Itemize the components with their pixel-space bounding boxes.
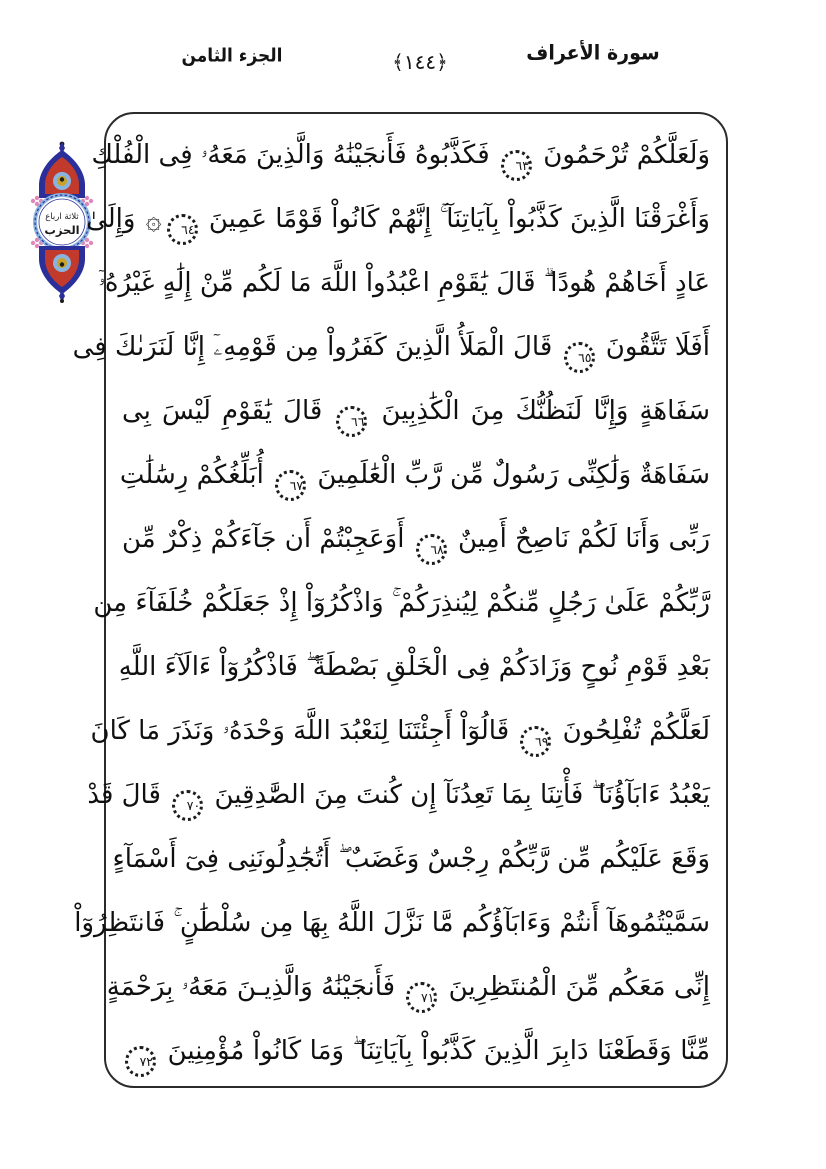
quran-text-segment: إِنِّى مَعَكُم مِّنَ الْمُنتَظِرِينَ [440,972,710,1002]
quran-text-segment: يَعْبُدُ ءَابَآؤُنَا ۖ فَأْتِنَا بِمَا تَعِدُنَآ إِن كُنتَ مِنَ الصَّٰدِقِينَ [206,780,710,810]
quran-text-segment: مِّنَّا وَقَطَعْنَا دَابِرَ الَّذِينَ كَذَّبُواْ بِآيَاتِنَا ۖ وَمَا كَانُواْ مُؤْمِنِينَ [159,1036,710,1066]
quran-line [118,635,710,699]
ayah-end-marker-icon [172,790,203,821]
ayah-number: ٦٣ [515,158,529,173]
ayah-end-marker-icon [336,406,367,437]
quran-line [86,187,710,251]
ayah-number: ٦٨ [430,542,444,557]
medallion-lower-flower-dot [60,262,64,266]
quran-text-segment: سَفَاهَةٌ وَلَٰكِنِّى رَسُولٌ مِّن رَّبِّ الْعَٰلَمِينَ [309,460,710,490]
quran-text-segment: وَإِلَىٰ [86,204,144,234]
quran-text-segment: سَفَاهَةٍ وَإِنَّا لَنَظُنُّكَ مِنَ الْكَٰذِبِينَ [370,396,711,426]
quran-text-segment: قَالَ الْمَلَأُ الَّذِينَ كَفَرُواْ مِن قَوْمِهِۦٓ إِنَّا لَنَرَىٰكَ فِى [72,332,561,362]
quran-line [72,315,710,379]
quran-line [112,827,710,891]
quran-text-segment: بَعْدِ قَوْمِ نُوحٍ وَزَادَكُمْ فِى الْخَلْقِ بَصْطَةً ۖ فَاذْكُرُوٓاْ ءَالَآءَ اللَّهِ [118,652,710,682]
ayah-end-marker-icon [275,470,306,501]
ayah-end-marker-icon [125,1046,156,1077]
quran-text-segment: فَكَذَّبُوهُ فَأَنجَيْنَٰهُ وَالَّذِينَ مَعَهُۥ فِى الْفُلْكِ [91,140,498,170]
quran-text-segment: لَعَلَّكُمْ تُفْلِحُونَ [554,716,710,746]
quran-line [91,123,710,187]
surah-header-label: سورة الأعراف [526,41,660,65]
quran-text-segment: وَلَعَلَّكُمْ تُرْحَمُونَ [534,140,710,170]
quran-text-segment: أَوَعَجِبْتُمْ أَن جَآءَكُمْ ذِكْرٌ مِّن [122,524,413,554]
ayah-number: ٦٩ [534,734,549,749]
quran-text-segment: وَقَعَ عَلَيْكُم مِّن رَّبِّكُمْ رِجْسٌ وَغَضَبٌ ۖ أَتُجَٰدِلُونَنِى فِىٓ أَسْمَآءٍ [112,844,710,874]
quran-text-segment: رَبِّى وَأَنَا لَكُمْ نَاصِحٌ أَمِينٌ [449,524,710,554]
quran-text-segment: أَفَلَا تَتَّقُونَ [597,332,710,362]
ayah-end-marker-icon [520,726,551,757]
ayah-number: ٧٢ [139,1054,153,1069]
quran-line [90,699,710,763]
quran-line [106,955,710,1019]
ayah-end-marker-icon [564,342,595,373]
ayah-number: ٦٤ [181,222,195,237]
quran-text-segment: قَالُوٓاْ أَجِئْتَنَا لِنَعْبُدَ اللَّهَ وَحْدَهُۥ وَنَذَرَ مَا كَانَ [90,716,518,746]
quran-text-segment: عَادٍ أَخَاهُمْ هُودًا ۗ قَالَ يَٰقَوْمِ اعْبُدُواْ اللَّهَ مَا لَكُم مِّنْ إِلَٰهٍ غَيْرُهُۥٓ [98,268,710,298]
rub-el-hizb-icon: ۞ [145,205,162,236]
quran-line [87,763,710,827]
medallion-upper-flower-dot [60,177,64,181]
ayah-number: ٦٥ [578,350,592,365]
quran-line [74,891,710,955]
quran-text-segment: رَّبِّكُمْ عَلَىٰ رَجُلٍ مِّنكُمْ لِيُنذِرَكُمْ ۚ وَاذْكُرُوٓاْ إِذْ جَعَلَكُمْ خُلَفَآءَ مِن [93,588,710,618]
quran-line [93,571,710,635]
quran-text-segment: أُبَلِّغُكُمْ رِسَٰلَٰتِ [119,460,273,490]
quran-text-segment: فَأَنجَيْنَٰهُ وَالَّذِيـنَ مَعَهُۥ بِرَحْمَةٍ [106,972,404,1002]
juz-header-label: الجزء الثامن [181,45,283,67]
quran-text-frame [72,112,728,1088]
ayah-end-marker-icon [416,534,447,565]
page-number: ﴿١٤٤﴾ [392,50,448,74]
quran-line [119,443,710,507]
medallion-bottom-dot [60,299,64,303]
quran-line [122,379,710,443]
quran-line [122,1019,710,1083]
quran-line [122,507,710,571]
ayah-end-marker-icon [167,214,198,245]
ayah-number: ٦٦ [350,414,365,429]
quran-text-segment: وَأَغْرَقْنَا الَّذِينَ كَذَّبُواْ بِآيَاتِنَآ ۚ إِنَّهُمْ كَانُواْ قَوْمًا عَمِينَ [200,204,710,234]
quran-line [98,251,710,315]
ayah-end-marker-icon [501,150,532,181]
hizb-marker-text-line2: الحزب [44,223,80,237]
hizb-marker-text-line1: ثلاثة ارباع [45,212,79,222]
quran-text-segment: قَالَ يَٰقَوْمِ لَيْسَ بِى [122,396,334,426]
quran-text-segment: سَمَّيْتُمُوهَآ أَنتُمْ وَءَابَآؤُكُم مَّا نَزَّلَ اللَّهُ بِهَا مِن سُلْطَٰنٍ ۚ فَانتَظِرُوٓاْ [74,908,710,938]
quran-text-segment: قَالَ قَدْ [87,780,170,810]
ayah-number: ٧١ [420,990,435,1005]
ayah-end-marker-icon [406,982,437,1013]
ayah-number: ٧٠ [186,798,201,813]
ayah-number: ٦٧ [289,478,304,493]
